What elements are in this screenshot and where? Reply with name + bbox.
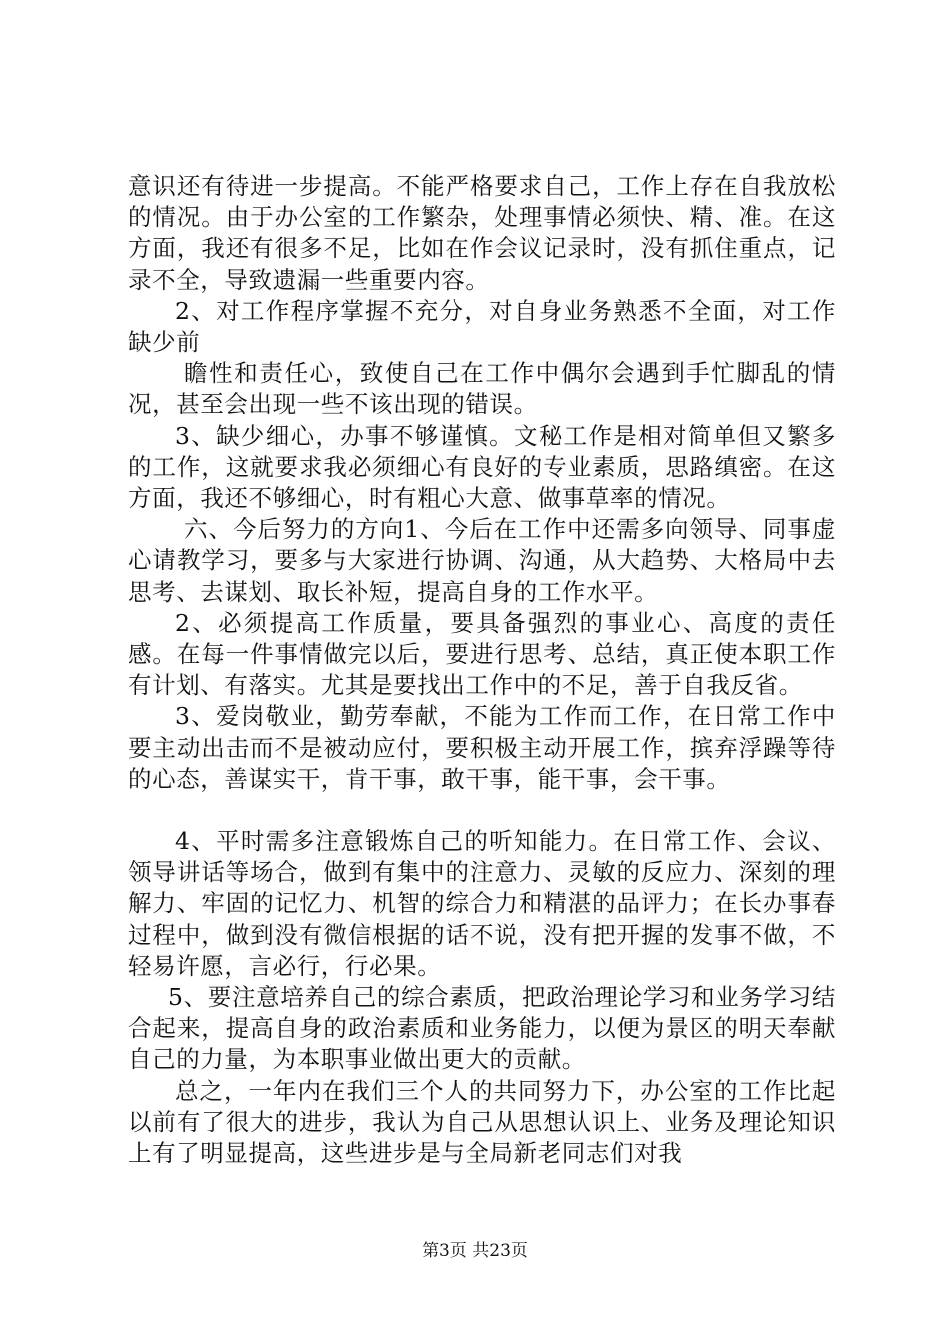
paragraph-2: 2、对工作程序掌握不充分，对自身业务熟悉不全面，对工作缺少前 [128, 296, 836, 357]
paragraph-spacer [128, 795, 836, 826]
paragraph-9: 5、要注意培养自己的综合素质，把政治理论学习和业务学习结合起来，提高自身的政治素质和业务能力，以便为景区的明天奉献自己的力量，为本职事业做出更大的贡献。 [128, 983, 836, 1074]
paragraph-7: 3、爱岗敬业，勤劳奉献，不能为工作而工作，在日常工作中要主动出击而不是被动应付，要积极主动开展工作，摈弃浮躁等待的心态，善谋实干，肯干事，敢干事，能干事，会干事。 [128, 702, 836, 793]
paragraph-6: 2、必须提高工作质量，要具备强烈的事业心、高度的责任感。在每一件事情做完以后，要进行思考、总结，真正使本职工作有计划、有落实。尤其是要找出工作中的不足，善于自我反省。 [128, 608, 836, 700]
paragraph-4: 3、缺少细心，办事不够谨慎。文秘工作是相对简单但又繁多的工作，这就要求我必须细心有良好的专业素质，思路缜密。在这方面，我还不够细心，时有粗心大意、做事草率的情况。 [128, 421, 836, 513]
page-number-footer: 第3页 共23页 [422, 1241, 528, 1261]
paragraph-1: 意识还有待进一步提高。不能严格要求自己，工作上存在自我放松的情况。由于办公室的工作繁杂，处理事情必须快、精、准。在这方面，我还有很多不足，比如在作会议记录时，没有抓住重点，记录不全，导致遗漏一些重要内容。 [128, 172, 836, 294]
document-body [128, 171, 836, 1169]
paragraph-3: 瞻性和责任心，致使自己在工作中偶尔会遇到手忙脚乱的情况，甚至会出现一些不该出现的错误。 [128, 359, 836, 419]
paragraph-8: 4、平时需多注意锻炼自己的听知能力。在日常工作、会议、领导讲话等场合，做到有集中的注意力、灵敏的反应力、深刻的理解力、牢固的记忆力、机智的综合力和精湛的品评力；在长办事春过程中，做到没有微信根据的话不说，没有把开握的发事不做，不轻易许愿，言必行，行必果。 [128, 827, 836, 980]
paragraph-5: 六、今后努力的方向1、今后在工作中还需多向领导、同事虚心请教学习，要多与大家进行协调、沟通，从大趋势、大格局中去思考、去谋划、取长补短，提高自身的工作水平。 [128, 515, 836, 606]
paragraph-10: 总之，一年内在我们三个人的共同努力下，办公室的工作比起以前有了很大的进步，我认为自己从思想认识上、业务及理论知识上有了明显提高，这些进步是与全局新老同志们对我 [128, 1076, 836, 1168]
